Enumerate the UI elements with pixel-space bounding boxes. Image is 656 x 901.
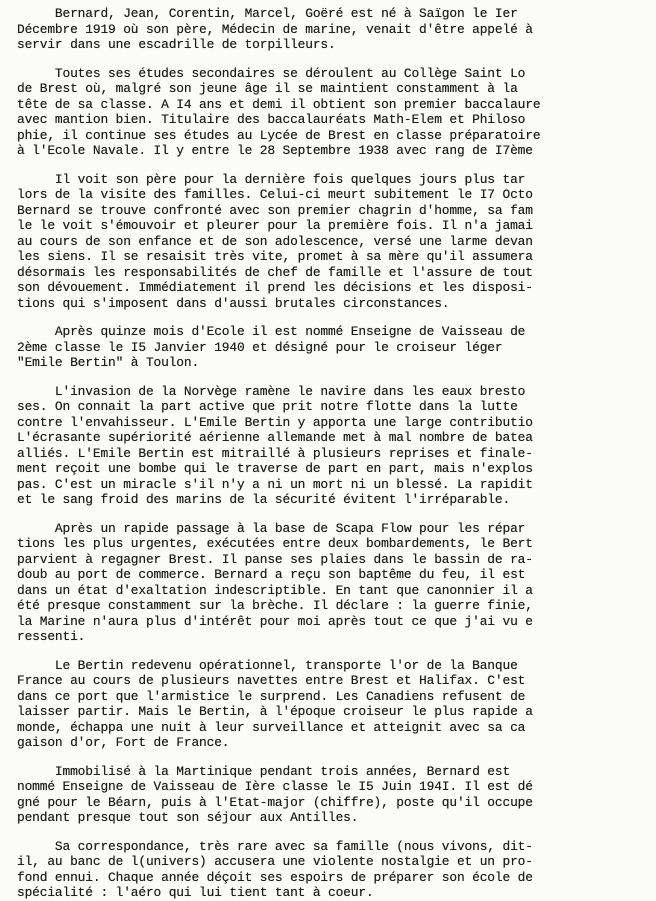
text-line: été presque constamment sur la brèche. Il déclare : la guerre finie,	[17, 598, 533, 613]
text-line: il, au banc de l(univers) accusera une violente nostalgie et un pro-	[17, 854, 533, 869]
text-line: Le Bertin redevenu opérationnel, transporte l'or de la Banque	[17, 657, 518, 673]
text-line: doub au port de commerce. Bernard a reçu son baptême du feu, il est	[17, 567, 526, 582]
text-line: tions les plus urgentes, exécutées entre deux bombardements, le Bert	[17, 536, 533, 551]
text-line: gaison d'or, Fort de France.	[17, 735, 230, 750]
text-line: les siens. Il se resaisit très vite, promet à sa mère qu'il assumera	[17, 249, 533, 264]
text-line: monde, échappa une nuit à leur surveillance et atteignit avec sa ca	[17, 719, 526, 735]
paragraph	[17, 324, 656, 371]
text-line: Immobilisé à la Martinique pendant trois années, Bernard est	[17, 763, 511, 779]
text-line: France au cours de plusieurs navettes entre Brest et Halifax. C'est	[17, 673, 526, 688]
paragraph	[17, 6, 656, 53]
text-line: tête de sa classe. A I4 ans et demi il obtient son premier baccalaure	[17, 96, 541, 112]
text-line: dans un état d'exaltation indescriptible. En tant que canonnier il a	[17, 582, 533, 598]
text-line: ressenti.	[17, 629, 86, 644]
text-line: avec mantion bien. Titulaire des baccalauréats Math-Elem et Philoso	[17, 112, 526, 127]
text-line: le le voit s'émouvoir et pleurer pour la première fois. Il n'a jamai	[17, 218, 533, 233]
text-line: de Brest où, malgré son jeune âge il se maintient constamment à la	[17, 81, 518, 96]
paragraph	[17, 172, 656, 312]
text-line: pendant presque tout son séjour aux Antilles.	[17, 810, 359, 825]
paragraph	[17, 521, 656, 645]
text-line: "Emile Bertin" à Toulon.	[17, 355, 200, 370]
text-line: lors de la visite des familles. Celui-ci meurt subitement le I7 Octo	[17, 187, 533, 202]
text-line: gné pour le Béarn, puis à l'Etat-major (chiffre), poste qu'il occupe	[17, 794, 533, 810]
paragraph	[17, 839, 656, 901]
text-line: désormais les responsabilités de chef de famille et l'assure de tout	[17, 264, 533, 280]
text-line: Décembre 1919 où son père, Médecin de marine, venait d'être appelé à	[17, 21, 533, 37]
text-line: Toutes ses études secondaires se déroulent au Collège Saint Lo	[17, 65, 526, 81]
text-line: Après quinze mois d'Ecole il est nommé Enseigne de Vaisseau de	[17, 324, 526, 339]
paragraph	[17, 384, 656, 508]
text-line: nommé Enseigne de Vaisseau de Ière classe le I5 Juin 194I. Il est dé	[17, 779, 533, 794]
text-line: ment reçoit une bombe qui le traverse de part en part, mais n'explos	[17, 461, 533, 476]
text-line: L'invasion de la Norvège ramène le navire dans les eaux bresto	[17, 383, 526, 399]
text-line: spécialité : l'aéro qui lui tient tant à coeur.	[17, 885, 374, 900]
paragraph	[17, 764, 656, 826]
document-body	[17, 6, 656, 901]
text-line: ses. On connait la part active que prit notre flotte dans la lutte	[17, 399, 518, 414]
paragraph	[17, 66, 656, 159]
text-line: Sa correspondance, très rare avec sa famille (nous vivons, dit-	[17, 838, 533, 854]
text-line: Bernard, Jean, Corentin, Marcel, Goëré est né à Saïgon le Ier	[17, 6, 518, 21]
text-line: laisser partir. Mais le Bertin, à l'époque croiseur le plus rapide a	[17, 704, 533, 719]
text-line: alliés. L'Emile Bertin est mitraillé à plusieurs reprises et finale-	[17, 445, 533, 461]
text-line: pas. C'est un miracle s'il n'y a ni un mort ni un blessé. La rapidit	[17, 476, 533, 492]
text-line: Il voit son père pour la dernière fois quelques jours plus tar	[17, 171, 526, 187]
text-line: phie, il continue ses études au Lycée de Brest en classe préparatoire	[17, 127, 541, 143]
text-line: la Marine n'aura plus d'intérêt pour moi après tout ce que j'ai vu e	[17, 613, 533, 629]
text-line: 2ème classe le I5 Janvier 1940 et désigné pour le croiseur léger	[17, 339, 503, 355]
paragraph	[17, 658, 656, 751]
text-line: L'écrasante supériorité aérienne allemande met à mal nombre de batea	[17, 430, 533, 445]
text-line: au cours de son enfance et de son adolescence, versé une larme devan	[17, 233, 533, 249]
text-line: et le sang froid des marins de la sécurité évitent l'irréparable.	[17, 492, 511, 507]
text-line: tions qui s'imposent dans d'aussi brutales circonstances.	[17, 295, 450, 311]
text-line: son dévouement. Immédiatement il prend les décisions et les disposi-	[17, 280, 533, 295]
text-line: à l'Ecole Navale. Il y entre le 28 Septembre 1938 avec rang de I7ème	[17, 143, 533, 158]
text-line: parvient à regagner Brest. Il panse ses plaies dans le bassin de ra-	[17, 551, 533, 567]
text-line: fond ennui. Chaque année déçoit ses espoirs de préparer son école de	[17, 869, 533, 885]
text-line: contre l'envahisseur. L'Emile Bertin y apporta une large contributio	[17, 414, 533, 430]
text-line: servir dans une escadrille de torpilleurs.	[17, 37, 336, 52]
text-line: dans ce port que l'armistice le surprend. Les Canadiens refusent de	[17, 688, 526, 704]
text-line: Après un rapide passage à la base de Scapa Flow pour les répar	[17, 520, 526, 536]
text-line: Bernard se trouve confronté avec son premier chagrin d'homme, sa fam	[17, 202, 533, 218]
